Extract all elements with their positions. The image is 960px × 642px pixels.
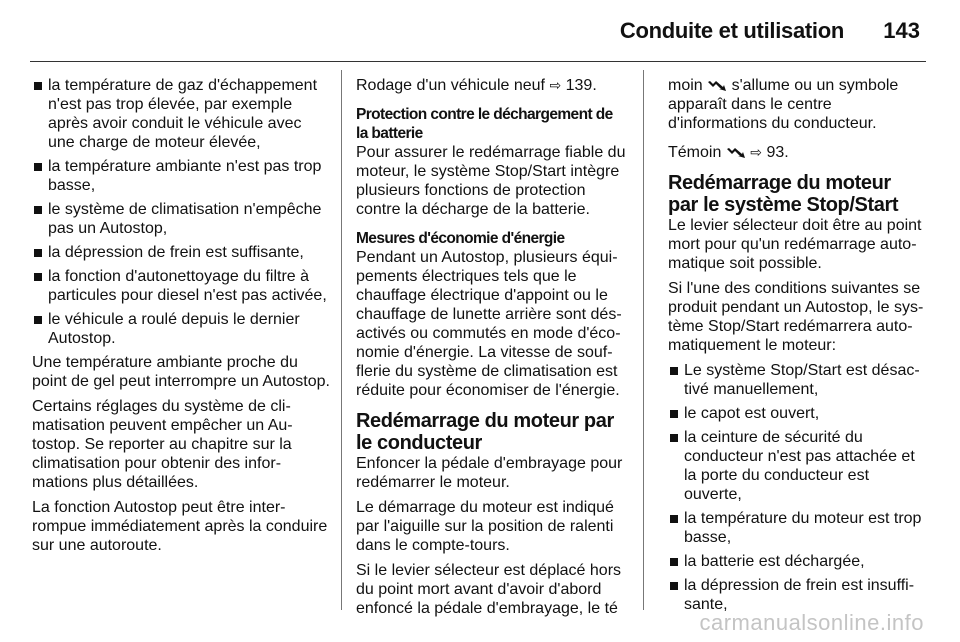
temoin-reference: Témoin ⇨ 93.	[668, 144, 789, 161]
rodage-reference: Rodage d'un véhicule neuf ⇨ 139.	[356, 77, 597, 94]
list-item: la batterie est déchargée,	[668, 552, 924, 571]
bullet-square-icon	[670, 367, 678, 375]
bullet-square-icon	[670, 558, 678, 566]
paragraph: Pendant un Autostop, plusieurs équipements électriques tels que le chauffage électrique d'appoint ou le chauffage de lunette arrière sont désactivés ou commutés en mode d'économie d'énergie. La vitesse de soufflerie du système de climatisation est réduite pour économiser de l'énergie.	[356, 249, 622, 399]
bullet-square-icon	[34, 273, 42, 281]
column-divider	[643, 70, 644, 610]
subheading: Protection contre le déchargement de la batterie	[356, 106, 613, 142]
page-number: 143	[883, 18, 920, 43]
battery-protection-section	[356, 105, 628, 219]
page-title: Conduite et utilisation	[619, 18, 844, 43]
paragraph: Enfoncer la pédale d'embrayage pour redémarrer le moteur.	[356, 455, 623, 491]
bullet-square-icon	[34, 163, 42, 171]
list-item: le véhicule a roulé depuis le dernier Autostop.	[32, 310, 330, 348]
page-header	[0, 0, 960, 60]
paragraph: Pour assurer le redémarrage fiable du moteur, le système Stop/Start intègre plusieurs fonctions de protection contre la décharge de la batterie.	[356, 144, 626, 218]
section-heading: Redémarrage du moteur par le système Stop/Start	[668, 172, 899, 216]
header-rule	[30, 61, 926, 62]
restart-conditions-list	[668, 361, 924, 614]
column-divider	[341, 70, 342, 610]
list-item: la température ambiante n'est pas trop basse,	[32, 157, 330, 195]
bullet-square-icon	[670, 434, 678, 442]
watermark: carmanualsonline.info	[699, 610, 924, 635]
conditions-list	[32, 76, 330, 348]
bullet-square-icon	[34, 249, 42, 257]
column-1	[32, 76, 330, 561]
car-autostop-icon	[726, 147, 746, 159]
bullet-square-icon	[670, 582, 678, 590]
paragraph: Certains réglages du système de climatisation peuvent empêcher un Autostop. Se reporter au chapitre sur la climatisation pour obtenir des informations plus détaillées.	[32, 398, 293, 491]
list-item: la dépression de frein est suffisante,	[32, 243, 330, 262]
section-heading: Redémarrage du moteur par le conducteur	[356, 410, 614, 454]
column-3	[668, 76, 924, 619]
bullet-square-icon	[670, 410, 678, 418]
reference-arrow-icon: ⇨	[549, 77, 562, 93]
bullet-square-icon	[670, 515, 678, 523]
paragraph: Le levier sélecteur doit être au point mort pour qu'un redémarrage automatique soit possible.	[668, 217, 922, 272]
bullet-square-icon	[34, 206, 42, 214]
car-autostop-icon	[707, 80, 727, 92]
list-item: la température du moteur est trop basse,	[668, 509, 924, 547]
list-item: le capot est ouvert,	[668, 404, 924, 423]
paragraph: Si le levier sélecteur est déplacé hors du point mort avant d'avoir d'abord enfoncé la pédale d'embrayage, le té	[356, 562, 622, 617]
subheading: Mesures d'économie d'énergie	[356, 230, 565, 247]
column-2	[356, 76, 628, 624]
energy-saving-section	[356, 229, 628, 400]
bullet-square-icon	[34, 316, 42, 324]
list-item: la ceinture de sécurité du conducteur n'est pas attachée et la porte du conducteur est ouverte,	[668, 428, 924, 504]
list-item: la dépression de frein est insuffisante,	[668, 576, 924, 614]
paragraph: Une température ambiante proche du point de gel peut interrompre un Autostop.	[32, 354, 330, 390]
paragraph: Si l'une des conditions suivantes se produit pendant un Autostop, le système Stop/Start redémarrera automatiquement le moteur:	[668, 280, 924, 354]
list-item: la fonction d'autonettoyage du filtre à particules pour diesel n'est pas activée,	[32, 267, 330, 305]
list-item: Le système Stop/Start est désactivé manuellement,	[668, 361, 924, 399]
paragraph: La fonction Autostop peut être interrompue immédiatement après la conduire sur une autoroute.	[32, 499, 328, 554]
bullet-square-icon	[34, 82, 42, 90]
paragraph: moin s'allume ou un symbole apparaît dans le centre d'informations du conducteur.	[668, 77, 899, 132]
list-item: la température de gaz d'échappement n'est pas trop élevée, par exemple après avoir conduit le véhicule avec une charge de moteur élevée,	[32, 76, 330, 152]
list-item: le système de climatisation n'empêche pas un Autostop,	[32, 200, 330, 238]
reference-arrow-icon: ⇨	[750, 144, 762, 160]
paragraph: Le démarrage du moteur est indiqué par l'aiguille sur la position de ralenti dans le compte-tours.	[356, 499, 614, 554]
